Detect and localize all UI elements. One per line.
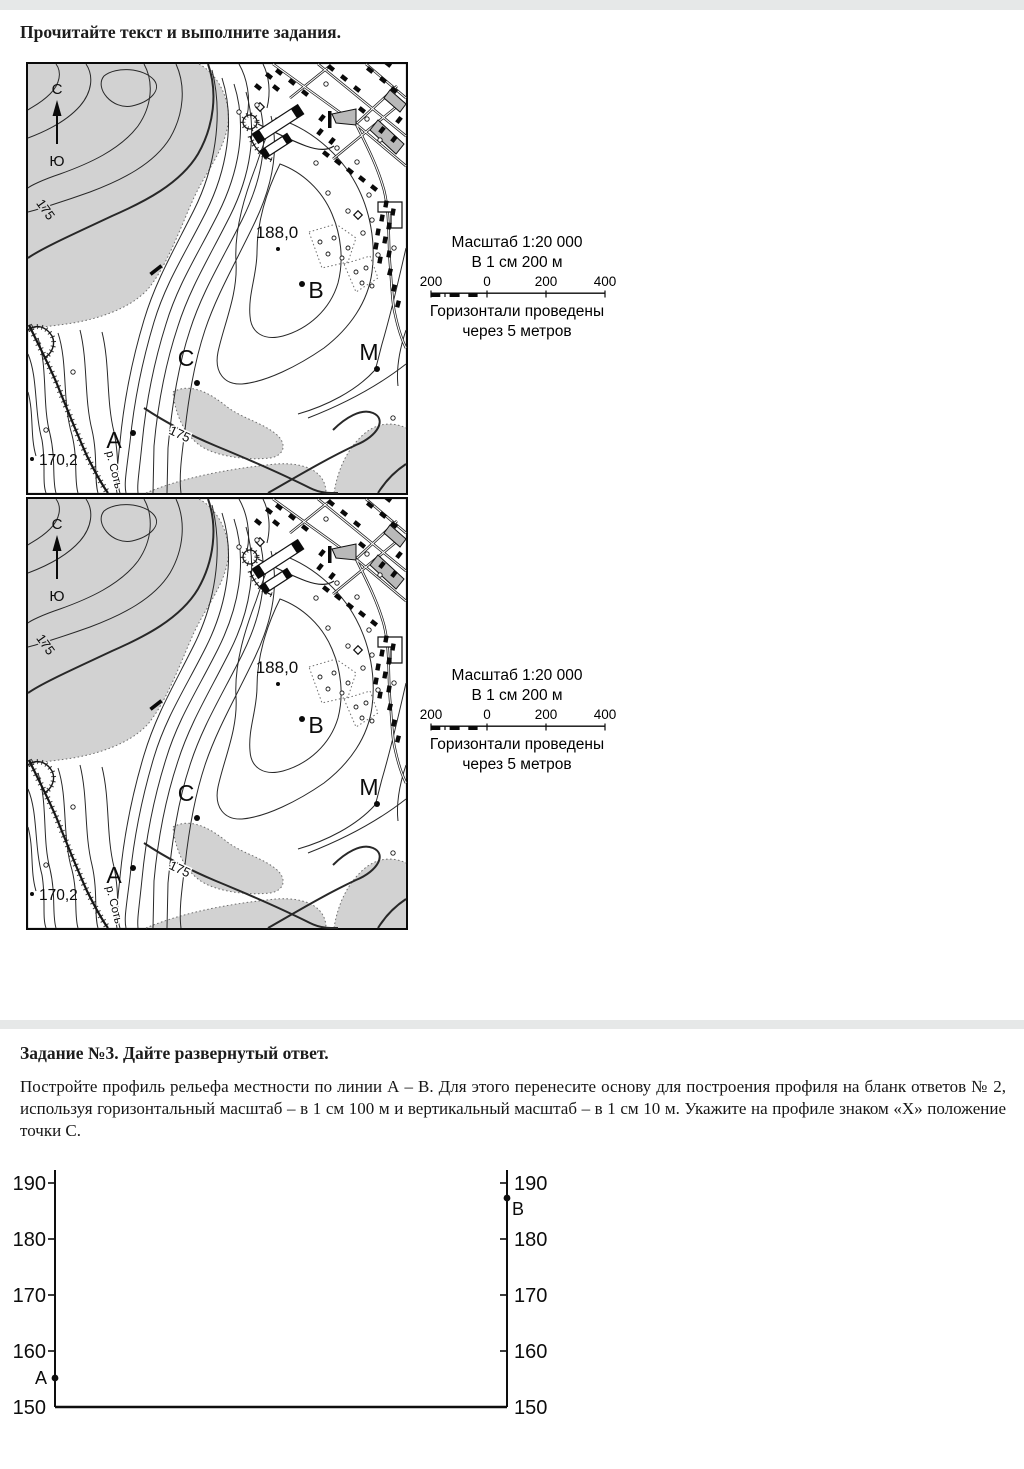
scale-bar-label-400: 400 xyxy=(593,274,617,289)
contour-note-line1: Горизонтали проведены xyxy=(429,736,605,753)
profile-point-a-dot xyxy=(52,1375,59,1382)
profile-axes xyxy=(48,1170,507,1407)
left-tick-150: 150 xyxy=(12,1397,46,1419)
left-axis-ticks xyxy=(48,1183,55,1351)
profile-point-a-label: А xyxy=(34,1368,47,1388)
scale-bar-label-200: 200 xyxy=(534,274,558,289)
scale-bar-label-left: 200 xyxy=(419,274,443,289)
profile-chart xyxy=(0,1162,580,1462)
profile-point-b-dot xyxy=(504,1195,511,1202)
right-tick-170: 170 xyxy=(514,1285,548,1307)
contour-note-line1: Горизонтали проведены xyxy=(429,303,605,320)
map-scale-block-1 xyxy=(419,233,617,342)
scale-bar-graphic xyxy=(422,723,612,733)
scale-bar-label-400: 400 xyxy=(593,707,617,722)
scale-title: Масштаб 1:20 000 xyxy=(451,234,583,251)
scale-bar-label-zero: 0 xyxy=(483,707,491,722)
right-tick-160: 160 xyxy=(514,1341,548,1363)
scale-bar-labels xyxy=(419,707,617,723)
left-tick-190: 190 xyxy=(12,1173,46,1195)
left-tick-160: 160 xyxy=(12,1341,46,1363)
profile-points xyxy=(35,1195,524,1388)
left-tick-170: 170 xyxy=(12,1285,46,1307)
page-top-band xyxy=(0,0,1024,10)
right-axis-ticks xyxy=(500,1183,507,1351)
section-divider-band xyxy=(0,1020,1024,1029)
task-text: Постройте профиль рельефа местности по линии А – В. Для этого перенесите основу для построения профиля на бланк ответов № 2, используя горизонтальный масштаб – в 1 см 100 м и вертикальный масштаб – в 1 см 10 м. Укажите на профиле знаком «Х» положение точки С. xyxy=(20,1077,1006,1140)
scale-bar-labels xyxy=(419,274,617,290)
contour-note-line2: через 5 метров xyxy=(462,323,572,340)
right-tick-180: 180 xyxy=(514,1229,548,1251)
scale-subtitle: В 1 см 200 м xyxy=(471,687,563,704)
scale-bar xyxy=(419,707,617,735)
task-heading: Задание №3. Дайте развернутый ответ. xyxy=(20,1043,329,1063)
scale-subtitle: В 1 см 200 м xyxy=(471,254,563,271)
scale-bar xyxy=(419,274,617,302)
right-tick-190: 190 xyxy=(514,1173,548,1195)
profile-point-b-label: В xyxy=(512,1199,525,1219)
left-tick-180: 180 xyxy=(12,1229,46,1251)
topographic-map-1 xyxy=(26,62,408,495)
topographic-map-2 xyxy=(26,497,408,930)
contour-note-line2: через 5 метров xyxy=(462,756,572,773)
scale-bar-label-zero: 0 xyxy=(483,274,491,289)
right-tick-150: 150 xyxy=(514,1397,548,1419)
scale-bar-graphic xyxy=(422,290,612,300)
scale-title: Масштаб 1:20 000 xyxy=(451,667,583,684)
map-scale-block-2 xyxy=(419,666,617,775)
scale-bar-label-left: 200 xyxy=(419,707,443,722)
scale-bar-label-200: 200 xyxy=(534,707,558,722)
intro-heading: Прочитайте текст и выполните задания. xyxy=(20,22,342,42)
